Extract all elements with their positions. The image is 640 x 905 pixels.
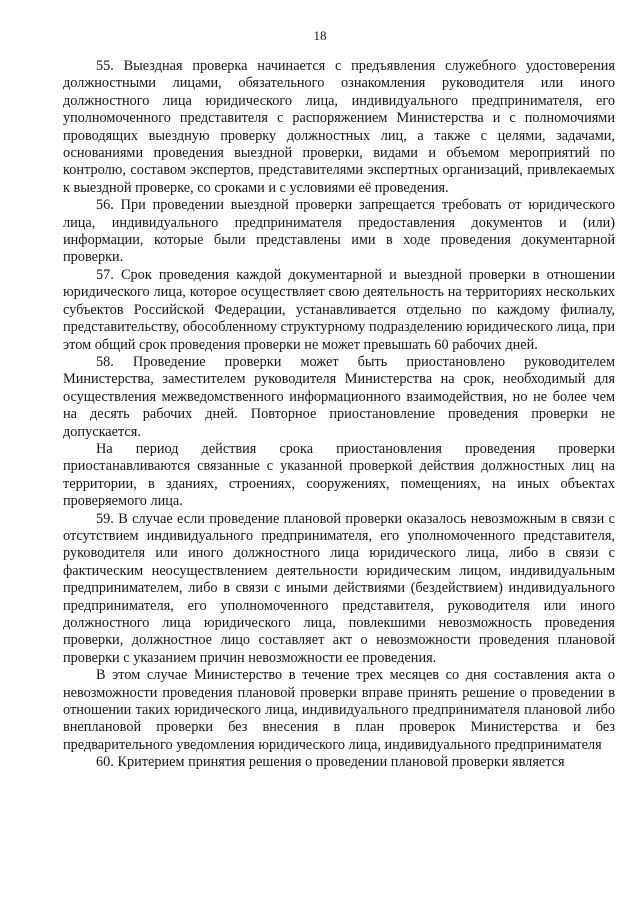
paragraph-59: 59. В случае если проведение плановой проверки оказалось невозможным в связи с отсутствием индивидуального предпринимателя, его уполномоченного представителя, руководителя или иного должностного лица юридического лица, либо в связи с фактическим неосуществлением деятельности юридическим лицом, индивидуальным предпринимателем, либо в связи с иными действиями (бездействием) индивидуального предпринимателя, его уполномоченного представителя, руководителя или иного должностного лица юридического лица, повлекшими невозможность проведения проверки, должностное лицо составляет акт о невозможности проведения плановой проверки с указанием причин невозможности ее проведения.: [63, 510, 615, 666]
paragraph-56: 56. При проведении выездной проверки запрещается требовать от юридического лица, индивидуального предпринимателя предоставления документов и (или) информации, которые были представлены ими в ходе проведения документарной проверки.: [63, 197, 615, 266]
paragraph-58: 58. Проведение проверки может быть приостановлено руководителем Министерства, заместителем руководителя Министерства на срок, необходимый для осуществления межведомственного информационного взаимодействия, но не более чем на десять рабочих дней. Повторное приостановление проведения проверки не допускается.: [63, 353, 615, 440]
paragraph-58-continued: На период действия срока приостановления проведения проверки приостанавливаются связанные с указанной проверкой действия должностных лиц на территории, в зданиях, строениях, сооружениях, помещениях, на иных объектах проверяемого лица.: [63, 440, 615, 510]
paragraph-55: 55. Выездная проверка начинается с предъявления служебного удостоверения должностными лицами, обязательного ознакомления руководителя или иного должностного лица юридического лица, индивидуального предпринимателя, его уполномоченного представителя с распоряжением Министерства и с полномочиями проводящих выездную проверку должностных лиц, а также с целями, задачами, основаниями проведения выездной проверки, видами и объемом мероприятий по контролю, составом экспертов, представителями экспертных организаций, привлекаемых к выездной проверке, со сроками и с условиями её проведения.: [63, 58, 615, 196]
paragraph-57: 57. Срок проведения каждой документарной и выездной проверки в отношении юридического лица, которое осуществляет свою деятельность на территориях нескольких субъектов Российской Федерации, устанавливается отдельно по каждому филиалу, представительству, обособленному структурному подразделению юридического лица, при этом общий срок проведения проверки не может превышать 60 рабочих дней.: [63, 266, 615, 353]
paragraph-60: 60. Критерием принятия решения о проведении плановой проверки является: [96, 754, 565, 771]
page-number: 18: [313, 28, 327, 43]
paragraph-59-continued: В этом случае Министерство в течение трех месяцев со дня составления акта о невозможности проведения плановой проверки вправе принять решение о проведении в отношении таких юридического лица, индивидуального предпринимателя плановой либо внеплановой проверки без внесения в план проверок Министерства и без предварительного уведомления юридического лица, индивидуального предпринимателя: [63, 667, 615, 753]
document-body: [63, 58, 615, 772]
